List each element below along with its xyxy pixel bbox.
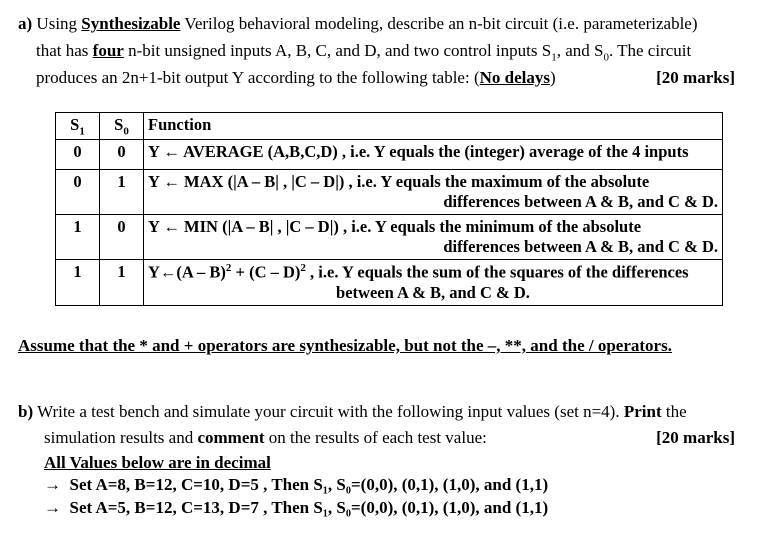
text-fragment: simulation results and — [44, 428, 198, 447]
part-b-marks — [656, 428, 735, 448]
text-fragment: Using — [36, 14, 82, 33]
cell-s0: 1 — [100, 260, 144, 306]
cell-s1: 1 — [56, 215, 100, 260]
function-text-cont: differences between A & B, and C & D. — [443, 192, 718, 212]
cell-s1: 0 — [56, 170, 100, 215]
text-fragment: , and S — [556, 41, 604, 60]
synthesizable-emphasis: Synthesizable — [81, 14, 181, 33]
cell-function — [144, 260, 723, 306]
cell-s1: 1 — [56, 260, 100, 306]
subscript: 0 — [603, 51, 609, 64]
part-a-line-3 — [36, 68, 556, 88]
function-text-cont: between A & B, and C & D. — [336, 282, 530, 302]
test-case-2 — [44, 498, 548, 518]
function-table — [55, 112, 723, 306]
part-b-line-1 — [18, 402, 687, 422]
cell-s0: 0 — [100, 140, 144, 170]
part-a-marks — [656, 68, 735, 88]
table-row — [56, 260, 723, 306]
header-s1: $S_1$ — [56, 113, 100, 140]
table-header-row — [56, 113, 723, 140]
cell-s0: 0 — [100, 215, 144, 260]
text-fragment: n-bit unsigned inputs A, B, C, and D, and two control inputs S — [123, 41, 552, 60]
comment-emphasis: comment — [197, 428, 265, 447]
four-emphasis: four — [92, 41, 124, 60]
table-row — [56, 215, 723, 260]
decimal-note — [44, 453, 271, 473]
cell-function — [144, 215, 723, 260]
part-a-label: a) — [18, 14, 33, 33]
text-fragment: that has — [36, 41, 93, 60]
test-text: Set A=8, B=12, C=10, D=5 , Then S₁, S₀=(0,0), (0,1), (1,0), and (1,1) — [69, 475, 549, 494]
subscript: 1 — [551, 51, 557, 64]
part-b-label: b) — [18, 402, 34, 421]
text-fragment: the — [661, 402, 687, 421]
text-fragment: . The circuit — [608, 41, 692, 60]
cell-function — [144, 140, 723, 170]
print-emphasis: Print — [623, 402, 662, 421]
arrow-icon: → — [44, 498, 61, 517]
text-fragment: produces an 2n+1-bit output Y according to the following table: ( — [36, 68, 480, 87]
function-text: Y ← MIN (|A – B| , |C – D|) , i.e. Y equals the minimum of the absolute — [148, 217, 642, 237]
assumption-note — [18, 336, 672, 356]
text-fragment: Write a test bench and simulate your circuit with the following input values (set n=4). — [37, 402, 624, 421]
assumption-text: Assume that the * and + operators are synthesizable, but not the –, **, and the / operators. — [18, 336, 672, 355]
table-row — [56, 170, 723, 215]
cell-s0: 1 — [100, 170, 144, 215]
test-text: Set A=5, B=12, C=13, D=7 , Then S₁, S₀=(0,0), (0,1), (1,0), and (1,1) — [69, 498, 549, 517]
function-text: Y ← MAX (|A – B| , |C – D|) , i.e. Y equals the maximum of the absolute — [148, 172, 650, 192]
test-case-1 — [44, 475, 548, 495]
header-s0: $S_0$ — [100, 113, 144, 140]
header-function: Function — [144, 113, 723, 140]
part-a-line-1 — [18, 14, 698, 34]
function-text: Y ← AVERAGE (A,B,C,D) , i.e. Y equals the (integer) average of the 4 inputs — [148, 142, 689, 162]
text-fragment: on the results of each test value: — [264, 428, 487, 447]
text-fragment: Verilog behavioral modeling, describe an n-bit circuit (i.e. parameterizable) — [180, 14, 698, 33]
arrow-icon: → — [44, 475, 61, 494]
marks-label: [20 marks] — [656, 428, 735, 447]
text-fragment: ) — [550, 68, 556, 87]
function-text-cont: differences between A & B, and C & D. — [443, 237, 718, 257]
cell-s1: 0 — [56, 140, 100, 170]
table-row — [56, 140, 723, 170]
part-a-line-2 — [36, 41, 691, 63]
decimal-note-text: All Values below are in decimal — [44, 453, 271, 472]
function-text: Y←(A – B)$^2$ + (C – D)$^2$ , i.e. Y equals the sum of the squares of the differences — [148, 262, 689, 282]
part-b-line-2 — [44, 428, 487, 448]
no-delays-emphasis: No delays — [479, 68, 550, 87]
cell-function — [144, 170, 723, 215]
marks-label: [20 marks] — [656, 68, 735, 87]
